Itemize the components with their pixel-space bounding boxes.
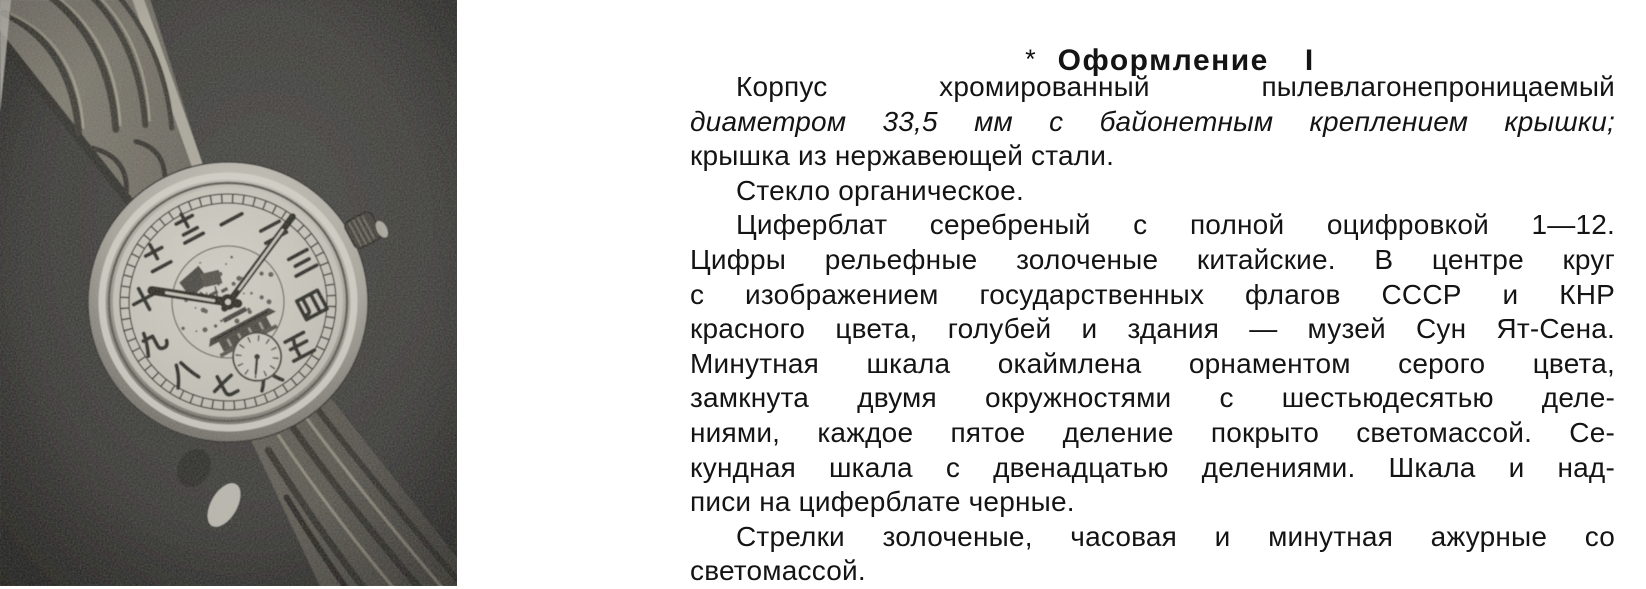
text-line: с изображением государственных флагов СССР и КНР	[690, 278, 1615, 310]
text-line: красного цвета, голубей и здания — музей Сун Ят-Сена.	[690, 313, 1615, 345]
text-line: Минутная шкала окаймлена орнаментом серого цвета,	[690, 347, 1615, 379]
text-line: крышка из нержавеющей стали.	[690, 140, 1115, 172]
footnote-asterisk: *	[1025, 44, 1036, 74]
text-line: светомассой.	[690, 555, 866, 587]
watch-photo-svg	[0, 0, 457, 586]
article-text-column	[690, 0, 1615, 586]
text-line: Стекло органическое.	[736, 174, 1024, 206]
text-line: кундная шкала с двенадцатью делениями. Шкала и над-	[690, 451, 1615, 483]
text-line: Циферблат серебреный с полной оцифровкой 1—12.	[736, 209, 1615, 241]
text-line: ниями, каждое пятое деление покрыто светомассой. Се-	[690, 416, 1615, 448]
section-title-numeral: I	[1304, 44, 1314, 77]
text-line: писи на циферблате черные.	[690, 486, 1075, 518]
text-line: Корпус хромированный пылевлагонепроницаемый	[736, 71, 1615, 102]
text-line: Цифры рельефные золоченые китайские. В центре круг	[690, 243, 1615, 275]
watch-photograph	[0, 0, 457, 586]
section-title-word: Оформление	[1057, 44, 1269, 77]
text-lines	[690, 70, 1615, 589]
text-line: замкнута двумя окружностями с шестьюдесятью деле-	[690, 382, 1615, 414]
photo-grain	[0, 0, 457, 586]
text-line: диаметром 33,5 мм с байонетным креплением крышки;	[690, 105, 1615, 137]
text-line: Стрелки золоченые, часовая и минутная ажурные со	[736, 520, 1615, 552]
section-title	[690, 8, 1615, 77]
